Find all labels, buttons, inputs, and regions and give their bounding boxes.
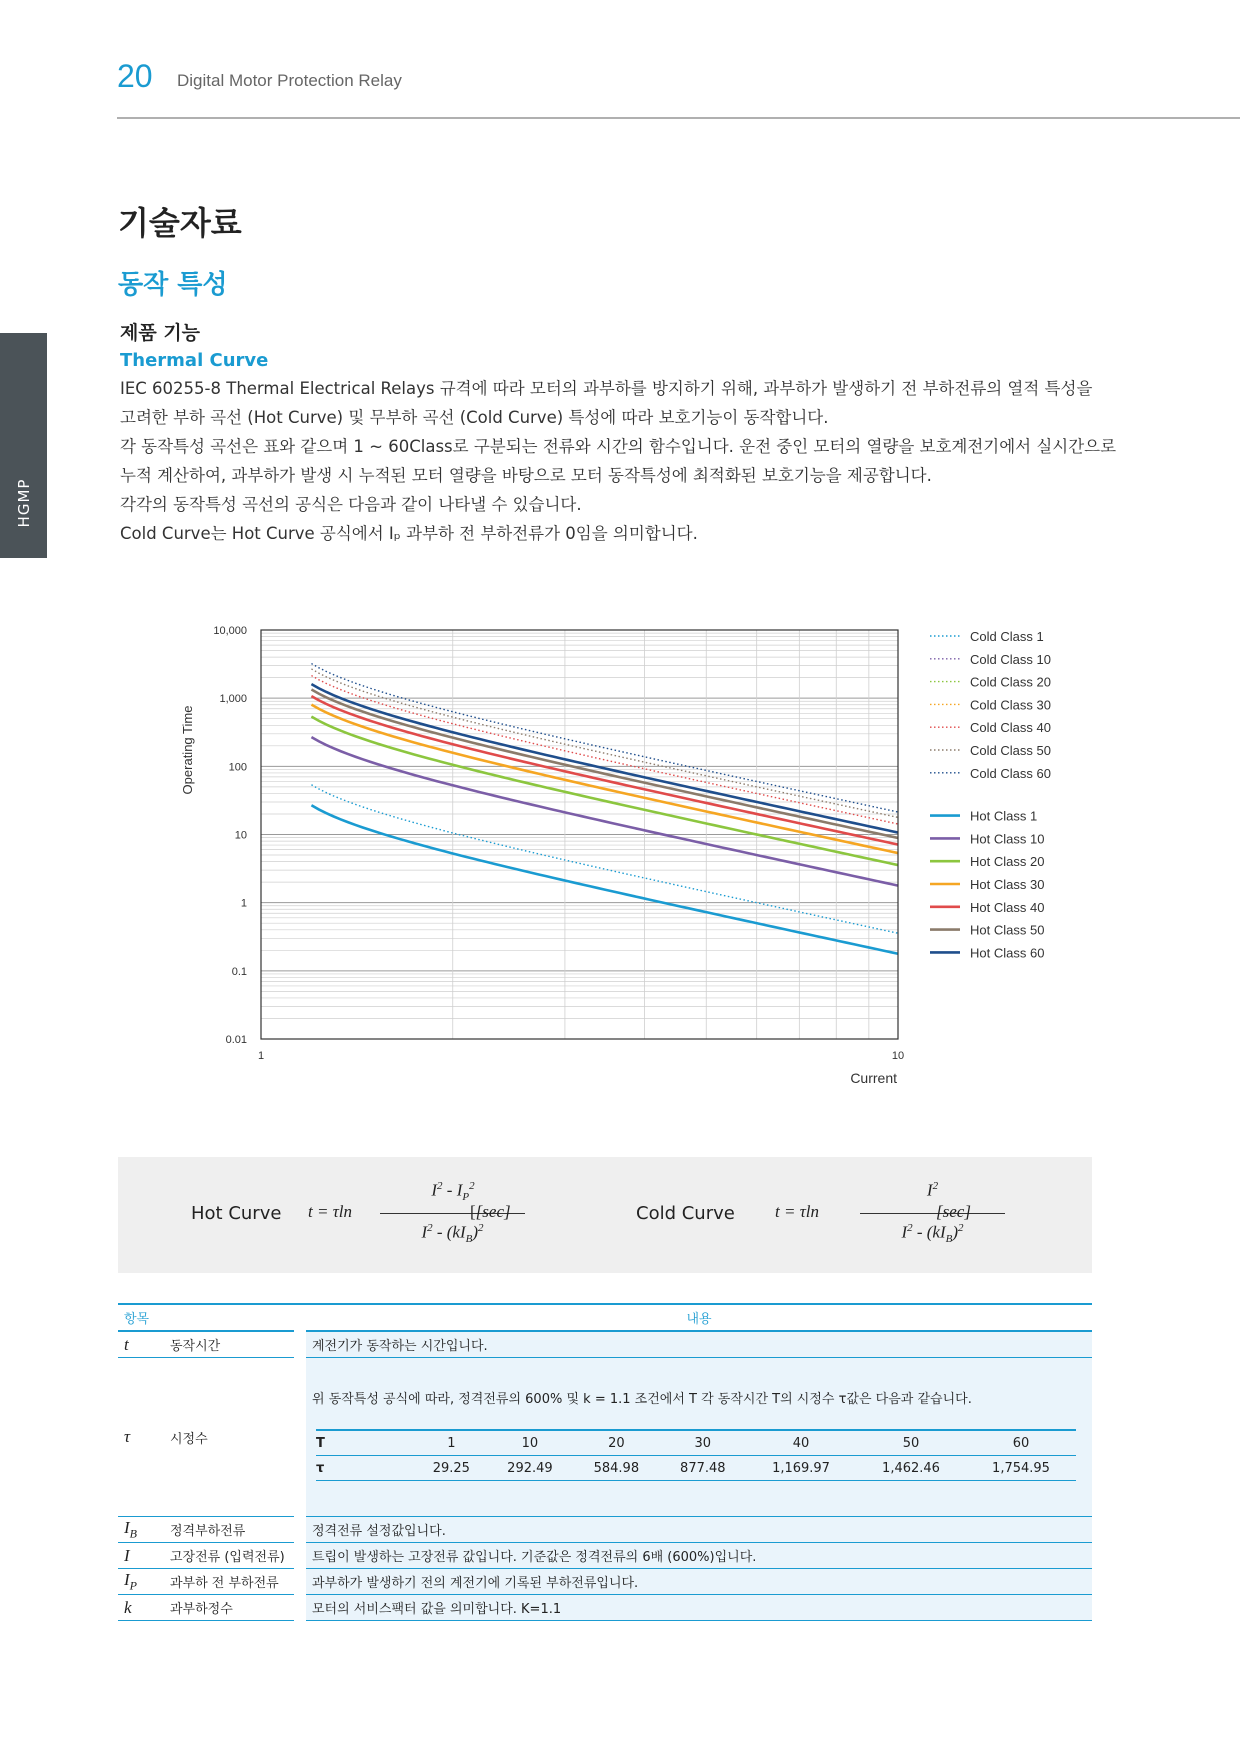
chart-curves	[311, 664, 898, 954]
document-title: Digital Motor Protection Relay	[177, 71, 402, 90]
series-line	[311, 705, 898, 853]
series-line	[311, 689, 898, 837]
row-description: 모터의 서비스팩터 값을 의미합니다. K=1.1	[306, 1595, 1092, 1621]
table-row	[118, 1595, 1092, 1621]
table-row	[118, 1543, 1092, 1569]
y-tick-label: 1	[240, 897, 247, 910]
x-axis-label: Current	[850, 1070, 897, 1086]
row-symbol: τ	[118, 1358, 164, 1517]
legend-label: Hot Class 1	[970, 808, 1038, 824]
row-name: 과부하정수	[164, 1595, 294, 1621]
legend-label: Cold Class 60	[970, 765, 1051, 781]
table-row	[118, 1358, 1092, 1517]
paragraph-line: 누적 계산하여, 과부하가 발생 시 누적된 모터 열량을 바탕으로 모터 동작특성에 최적화된 보호기능을 제공합니다.	[120, 466, 932, 485]
legend-label: Hot Class 10	[970, 831, 1045, 847]
side-tab-label: HGMP	[14, 478, 33, 528]
paragraph-line: 고려한 부하 곡선 (Hot Curve) 및 무부하 곡선 (Cold Curve) 특성에 따라 보호기능이 동작합니다.	[120, 408, 829, 427]
paragraph-line: Cold Curve는 Hot Curve 공식에서 Iₚ 과부하 전 부하전류가 0임을 의미합니다.	[120, 524, 698, 543]
row-symbol: t	[118, 1331, 164, 1358]
row-description: 정격전류 설정값입니다.	[306, 1517, 1092, 1543]
y-tick-label: 100	[228, 761, 247, 774]
row-name: 동작시간	[164, 1331, 294, 1358]
x-tick-label: 10	[891, 1050, 905, 1062]
section-subheading: Thermal Curve	[120, 350, 269, 371]
y-tick-label: 0.01	[225, 1034, 247, 1046]
row-name: 정격부하전류	[164, 1517, 294, 1543]
legend-label: Hot Class 30	[970, 877, 1045, 892]
hot-unit: [[sec]	[470, 1202, 511, 1221]
cold-denominator: $I^2 - (kI_B)^2$	[901, 1222, 964, 1246]
row-name: 과부하 전 부하전류	[164, 1569, 294, 1595]
thermal-curve-chart	[170, 620, 1090, 1100]
table-row	[118, 1517, 1092, 1543]
y-tick-label: 1,000	[219, 693, 247, 706]
header-divider	[117, 117, 1240, 119]
page-number: 20	[117, 58, 153, 94]
cold-lhs: t = τln	[775, 1202, 820, 1221]
legend-label: Cold Class 1	[970, 629, 1044, 644]
y-tick-label: 0.1	[231, 965, 247, 978]
series-line	[311, 684, 898, 832]
chart-grid	[261, 630, 898, 1039]
tau-table	[316, 1429, 1076, 1481]
table-header-row	[118, 1304, 1092, 1331]
series-line	[311, 737, 898, 885]
legend-label: Hot Class 20	[970, 854, 1045, 870]
row-description	[306, 1358, 1092, 1517]
legend-label: Cold Class 20	[970, 674, 1051, 690]
table-row	[118, 1331, 1092, 1358]
y-tick-label: 10	[234, 829, 247, 842]
row-symbol: k	[118, 1595, 164, 1621]
series-line	[311, 805, 898, 953]
paragraph-line: 각 동작특성 곡선은 표와 같으며 1 ~ 60Class로 구분되는 전류와 시간의 함수입니다. 운전 중인 모터의 열량을 보호계전기에서 실시간으로	[120, 437, 1117, 456]
y-tick-label: 10,000	[213, 625, 247, 637]
hot-curve-label: Hot Curve	[191, 1203, 282, 1224]
row-name: 고장전류 (입력전류)	[164, 1543, 294, 1569]
y-axis-label: Operating Time	[180, 705, 195, 795]
tau-table-row-T: T 1 10 20 30 40 50 60	[316, 1430, 1076, 1456]
chart-legend	[930, 629, 1051, 960]
tau-description: 위 동작특성 공식에 따라, 정격전류의 600% 및 k = 1.1 조건에서 T 각 동작시간 T의 시정수 τ값은 다음과 같습니다.	[312, 1392, 972, 1407]
cold-unit: [sec]	[936, 1202, 971, 1221]
cold-curve-label: Cold Curve	[636, 1203, 735, 1224]
paragraph-line: 각각의 동작특성 곡선의 공식은 다음과 같이 나타낼 수 있습니다.	[120, 495, 582, 514]
parameter-table	[118, 1303, 1092, 1621]
section-heading: 제품 기능	[120, 322, 201, 344]
row-name: 시정수	[164, 1358, 294, 1517]
legend-label: Cold Class 40	[970, 720, 1051, 736]
formula-box	[118, 1157, 1092, 1273]
section-title: 기술자료	[118, 204, 242, 242]
row-symbol: $I_P$	[118, 1569, 164, 1595]
row-symbol: $I_B$	[118, 1517, 164, 1543]
paragraph-line: IEC 60255-8 Thermal Electrical Relays 규격에 따라 모터의 과부하를 방지하기 위해, 과부하가 발생하기 전 부하전류의 열적 특성을	[120, 379, 1093, 398]
legend-label: Cold Class 30	[970, 697, 1051, 713]
tau-table-row-tau: τ 29.25 292.49 584.98 877.48 1,169.97 1,462.46 1,754.95	[316, 1456, 1076, 1481]
legend-label: Hot Class 50	[970, 922, 1045, 938]
series-line	[311, 669, 898, 817]
x-tick-labels	[258, 1050, 904, 1062]
side-tab	[0, 333, 47, 558]
legend-label: Cold Class 10	[970, 651, 1051, 667]
legend-label: Cold Class 50	[970, 743, 1051, 758]
x-tick-label: 1	[257, 1050, 265, 1062]
series-line	[311, 785, 898, 933]
legend-label: Hot Class 60	[970, 945, 1045, 961]
description-paragraphs	[120, 374, 1120, 548]
header-content: 내용	[306, 1304, 1092, 1331]
header-item: 항목	[118, 1304, 294, 1331]
row-description: 트립이 발생하는 고장전류 값입니다. 기준값은 정격전류의 6배 (600%)입니다.	[306, 1543, 1092, 1569]
y-tick-labels	[213, 625, 247, 1046]
legend-label: Hot Class 40	[970, 899, 1045, 915]
table-row	[118, 1569, 1092, 1595]
row-description: 계전기가 동작하는 시간입니다.	[306, 1331, 1092, 1358]
hot-denominator: $I^2 - (kI_B)^2$	[421, 1222, 484, 1246]
hot-numerator: $I^2 - I_P^2$	[431, 1180, 475, 1204]
series-line	[311, 684, 898, 832]
section-subtitle: 동작 특성	[118, 270, 228, 300]
row-description: 과부하가 발생하기 전의 계전기에 기록된 부하전류입니다.	[306, 1569, 1092, 1595]
cold-fraction-bar	[860, 1213, 1005, 1214]
hot-lhs: t = τln	[308, 1202, 353, 1221]
row-symbol: I	[118, 1543, 164, 1569]
cold-numerator: $I^2$	[926, 1180, 939, 1200]
